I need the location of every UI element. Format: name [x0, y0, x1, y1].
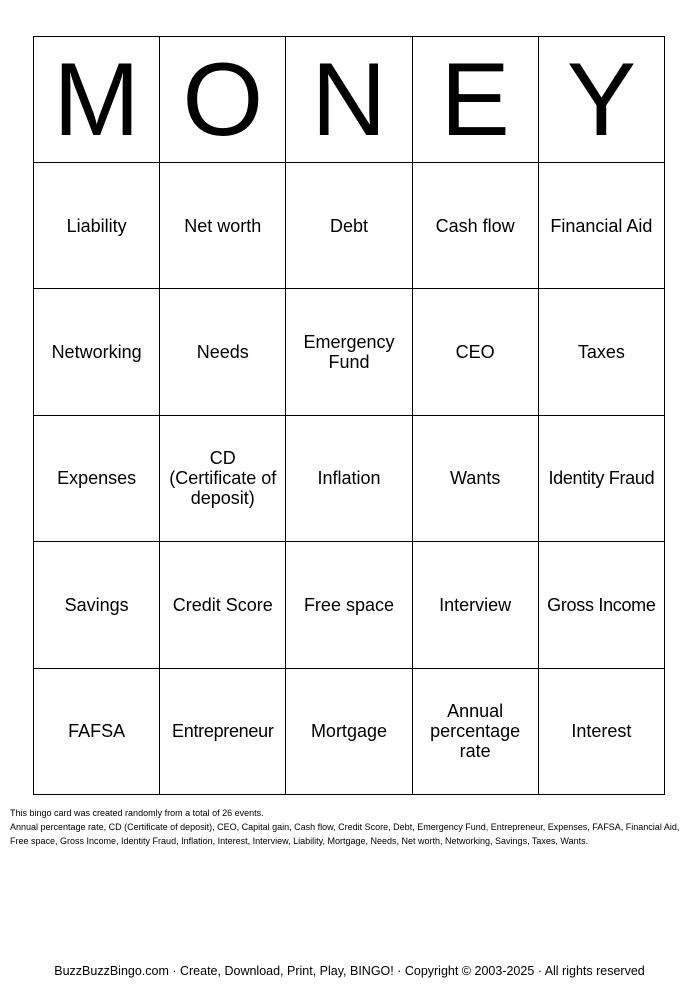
card-cell: Interest: [538, 668, 664, 794]
card-row: [34, 415, 665, 541]
card-cell: Wants: [412, 415, 538, 541]
card-row: [34, 163, 665, 289]
card-cell: Net worth: [160, 163, 286, 289]
header-letter: N: [286, 37, 412, 163]
card-cell: Debt: [286, 163, 412, 289]
footnote-summary: This bingo card was created randomly from a total of 26 events.: [10, 808, 264, 818]
bingo-card: [33, 36, 665, 795]
header-letter: Y: [538, 37, 664, 163]
card-row: [34, 668, 665, 794]
card-cell: Cash flow: [412, 163, 538, 289]
card-cell: FAFSA: [34, 668, 160, 794]
card-footnote: [10, 806, 690, 848]
card-cell: Identity Fraud: [538, 415, 664, 541]
header-row: [34, 37, 665, 163]
card-cell: CEO: [412, 289, 538, 415]
card-cell: Interview: [412, 542, 538, 668]
card-cell: Savings: [34, 542, 160, 668]
card-cell: Credit Score: [160, 542, 286, 668]
card-cell: Liability: [34, 163, 160, 289]
card-row: [34, 289, 665, 415]
card-cell: Needs: [160, 289, 286, 415]
card-row: [34, 542, 665, 668]
card-cell: Financial Aid: [538, 163, 664, 289]
header-letter: M: [34, 37, 160, 163]
card-cell: Annual percentage rate: [412, 668, 538, 794]
site-footer: BuzzBuzzBingo.com · Create, Download, Print, Play, BINGO! · Copyright © 2003-2025 · All rights reserved: [54, 964, 645, 978]
card-cell: Emergency Fund: [286, 289, 412, 415]
card-cell: Expenses: [34, 415, 160, 541]
header-letter: O: [160, 37, 286, 163]
card-cell: Free space: [286, 542, 412, 668]
card-cell: Networking: [34, 289, 160, 415]
card-cell: Entrepreneur: [160, 668, 286, 794]
card-cell: Inflation: [286, 415, 412, 541]
footnote-event-list: Annual percentage rate, CD (Certificate of deposit), CEO, Capital gain, Cash flow, Credit Score, Debt, Emergency Fund, Entrepreneur, Expenses, FAFSA, Financial Aid, Free space, Gross Income, Identity Fraud, Inflation, Interest, Interview, Liability, Mortgage, Needs, Net worth, Networking, Savings, Taxes, Wants.: [10, 822, 680, 846]
card-cell: Mortgage: [286, 668, 412, 794]
header-letter: E: [412, 37, 538, 163]
card-cell: Gross Income: [538, 542, 664, 668]
card-cell: Taxes: [538, 289, 664, 415]
card-cell: CD (Certificate of deposit): [160, 415, 286, 541]
